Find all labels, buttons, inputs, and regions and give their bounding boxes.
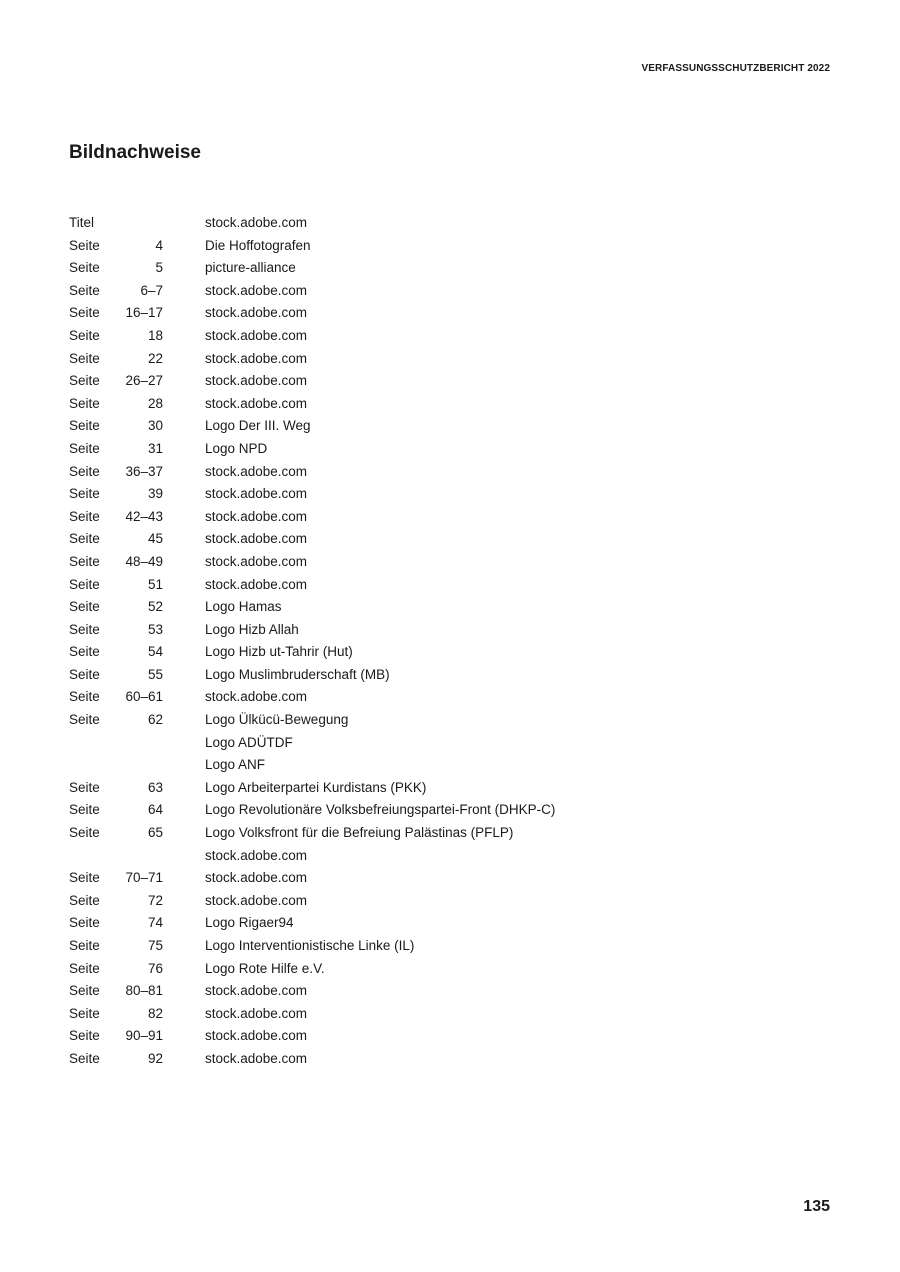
credit-row — [69, 754, 769, 777]
credit-row — [69, 1048, 769, 1071]
credit-page-number: 75 — [147, 938, 163, 953]
credit-label: Seite — [69, 553, 100, 569]
page-title: Bildnachweise — [69, 142, 201, 163]
running-header: VERFASSUNGSSCHUTZBERICHT 2022 — [641, 63, 830, 74]
credit-page-number: 16–17 — [125, 305, 163, 321]
credit-page-number: 4 — [155, 237, 163, 253]
credit-source: stock.adobe.com — [205, 847, 308, 863]
credit-label: Seite — [69, 915, 100, 931]
credit-row — [69, 461, 769, 484]
credit-row — [69, 845, 769, 868]
credit-row — [69, 732, 769, 755]
credit-row — [69, 280, 769, 303]
credit-row — [69, 935, 769, 958]
credit-source: Logo Volksfront für die Befreiung Palästinas (PFLP) — [205, 825, 514, 841]
credit-row — [69, 709, 769, 732]
credit-source: Logo Rigaer94 — [205, 915, 294, 931]
credit-page-number: 51 — [147, 576, 163, 592]
credit-label: Seite — [69, 395, 100, 411]
credit-source: stock.adobe.com — [205, 531, 308, 547]
credit-label: Seite — [69, 237, 100, 253]
credit-label: Seite — [69, 486, 100, 502]
credit-row — [69, 235, 769, 258]
credit-label: Seite — [69, 373, 100, 389]
credit-page-number: 62 — [147, 712, 163, 728]
credit-page-number: 45 — [147, 531, 163, 547]
credit-source: Logo ADÜTDF — [205, 734, 293, 750]
credit-source: stock.adobe.com — [205, 350, 308, 366]
credit-row — [69, 1003, 769, 1026]
credit-page-number: 30 — [147, 418, 163, 434]
credit-page-number: 52 — [147, 599, 163, 615]
credit-row — [69, 325, 769, 348]
credit-page-number: 5 — [155, 260, 163, 276]
credit-page-number: 74 — [147, 915, 163, 931]
credit-label: Seite — [69, 938, 100, 953]
credit-row — [69, 890, 769, 913]
credit-page-number: 90–91 — [125, 1028, 163, 1044]
credit-label: Seite — [69, 327, 100, 343]
credit-label: Seite — [69, 802, 100, 818]
credit-label: Seite — [69, 1028, 100, 1044]
credit-source: picture-alliance — [205, 260, 296, 276]
credit-source: Logo Rote Hilfe e.V. — [205, 960, 325, 976]
credit-label: Seite — [69, 440, 100, 456]
credit-source: Logo Arbeiterpartei Kurdistans (PKK) — [205, 779, 427, 795]
credit-label: Seite — [69, 576, 100, 592]
credit-page-number: 28 — [147, 395, 163, 411]
credit-label: Seite — [69, 892, 100, 908]
credit-row — [69, 912, 769, 935]
credit-label: Seite — [69, 350, 100, 366]
credit-label: Seite — [69, 644, 100, 660]
credit-source: stock.adobe.com — [205, 892, 308, 908]
credit-source: stock.adobe.com — [205, 1028, 308, 1044]
credit-row — [69, 619, 769, 642]
credit-label: Seite — [69, 1005, 100, 1021]
credit-label: Seite — [69, 599, 100, 615]
credit-row — [69, 415, 769, 438]
credit-source: Logo Ülkücü-Bewegung — [205, 712, 349, 728]
credit-source: Logo NPD — [205, 440, 268, 456]
credit-label: Seite — [69, 1050, 100, 1066]
credit-page-number: 60–61 — [125, 689, 163, 705]
credit-source: Logo ANF — [205, 757, 266, 773]
credit-row — [69, 664, 769, 687]
credit-page-number: 6–7 — [140, 282, 163, 298]
credit-label: Seite — [69, 825, 100, 841]
credit-label: Seite — [69, 779, 100, 795]
credit-label: Seite — [69, 531, 100, 547]
credit-page-number: 70–71 — [125, 870, 163, 886]
credit-page-number: 64 — [147, 802, 163, 818]
credit-source: Logo Revolutionäre Volksbefreiungspartei-Front (DHKP-C) — [205, 802, 556, 818]
credit-row — [69, 596, 769, 619]
credit-row — [69, 574, 769, 597]
credit-row — [69, 551, 769, 574]
credit-source: stock.adobe.com — [205, 508, 308, 524]
credit-page-number: 22 — [147, 350, 163, 366]
credit-row — [69, 438, 769, 461]
credit-source: stock.adobe.com — [205, 1005, 308, 1021]
credit-source: stock.adobe.com — [205, 553, 308, 569]
credit-source: stock.adobe.com — [205, 1050, 308, 1066]
credit-page-number: 65 — [147, 825, 163, 841]
credit-label: Seite — [69, 418, 100, 434]
credit-row — [69, 506, 769, 529]
credit-label: Seite — [69, 870, 100, 886]
credit-source: stock.adobe.com — [205, 282, 308, 298]
credit-source: stock.adobe.com — [205, 305, 308, 321]
credit-row — [69, 958, 769, 981]
credit-page-number: 92 — [147, 1050, 163, 1066]
credit-row — [69, 799, 769, 822]
credit-source: stock.adobe.com — [205, 983, 308, 999]
credit-page-number: 53 — [147, 621, 163, 637]
credit-label: Seite — [69, 983, 100, 999]
credit-label: Seite — [69, 960, 100, 976]
credits-table — [69, 212, 769, 1071]
credit-source: stock.adobe.com — [205, 576, 308, 592]
credit-row — [69, 370, 769, 393]
credit-row — [69, 393, 769, 416]
credit-row — [69, 348, 769, 371]
credit-page-number: 72 — [147, 892, 163, 908]
credit-row — [69, 641, 769, 664]
credit-source: Die Hoffotografen — [205, 237, 311, 253]
credit-row — [69, 212, 769, 235]
credit-label: Seite — [69, 282, 100, 298]
credit-source: stock.adobe.com — [205, 689, 308, 705]
credit-row — [69, 257, 769, 280]
credit-row — [69, 822, 769, 845]
credit-source: Logo Muslimbruderschaft (MB) — [205, 666, 390, 682]
credit-source: stock.adobe.com — [205, 870, 308, 886]
credit-source: stock.adobe.com — [205, 327, 308, 343]
credit-row — [69, 980, 769, 1003]
credit-label: Seite — [69, 463, 100, 479]
credit-page-number: 42–43 — [125, 508, 163, 524]
credit-source: stock.adobe.com — [205, 486, 308, 502]
credit-page-number: 48–49 — [125, 553, 163, 569]
credit-label: Seite — [69, 508, 100, 524]
credit-label: Seite — [69, 689, 100, 705]
credit-page-number: 31 — [147, 440, 163, 456]
credit-row — [69, 302, 769, 325]
credit-page-number: 26–27 — [125, 373, 163, 389]
credit-label: Seite — [69, 305, 100, 321]
credit-page-number: 54 — [147, 644, 163, 660]
credit-page-number: 82 — [147, 1005, 163, 1021]
credit-label: Seite — [69, 666, 100, 682]
credit-page-number: 36–37 — [125, 463, 163, 479]
credit-row — [69, 777, 769, 800]
credit-row — [69, 1025, 769, 1048]
credit-source: stock.adobe.com — [205, 463, 308, 479]
credit-page-number: 55 — [147, 666, 163, 682]
credit-page-number: 18 — [147, 327, 163, 343]
credit-source: stock.adobe.com — [205, 373, 308, 389]
credit-row — [69, 483, 769, 506]
credit-page-number: 76 — [147, 960, 163, 976]
credit-label: Seite — [69, 712, 100, 728]
credit-source: Logo Hizb Allah — [205, 621, 299, 637]
credit-source: stock.adobe.com — [205, 395, 308, 411]
credit-label: Seite — [69, 260, 100, 276]
credit-row — [69, 686, 769, 709]
credit-page-number: 63 — [147, 779, 163, 795]
credit-row — [69, 867, 769, 890]
credit-label: Seite — [69, 621, 100, 637]
credit-source: Logo Interventionistische Linke (IL) — [205, 938, 415, 953]
credit-row — [69, 528, 769, 551]
page-number: 135 — [803, 1198, 830, 1215]
credit-source: stock.adobe.com — [205, 215, 308, 230]
credit-source: Logo Hamas — [205, 599, 282, 615]
credit-label: Titel — [69, 215, 95, 230]
credit-source: Logo Hizb ut-Tahrir (Hut) — [205, 644, 353, 660]
credit-page-number: 80–81 — [125, 983, 163, 999]
credit-source: Logo Der III. Weg — [205, 418, 311, 434]
credit-page-number: 39 — [147, 486, 163, 502]
